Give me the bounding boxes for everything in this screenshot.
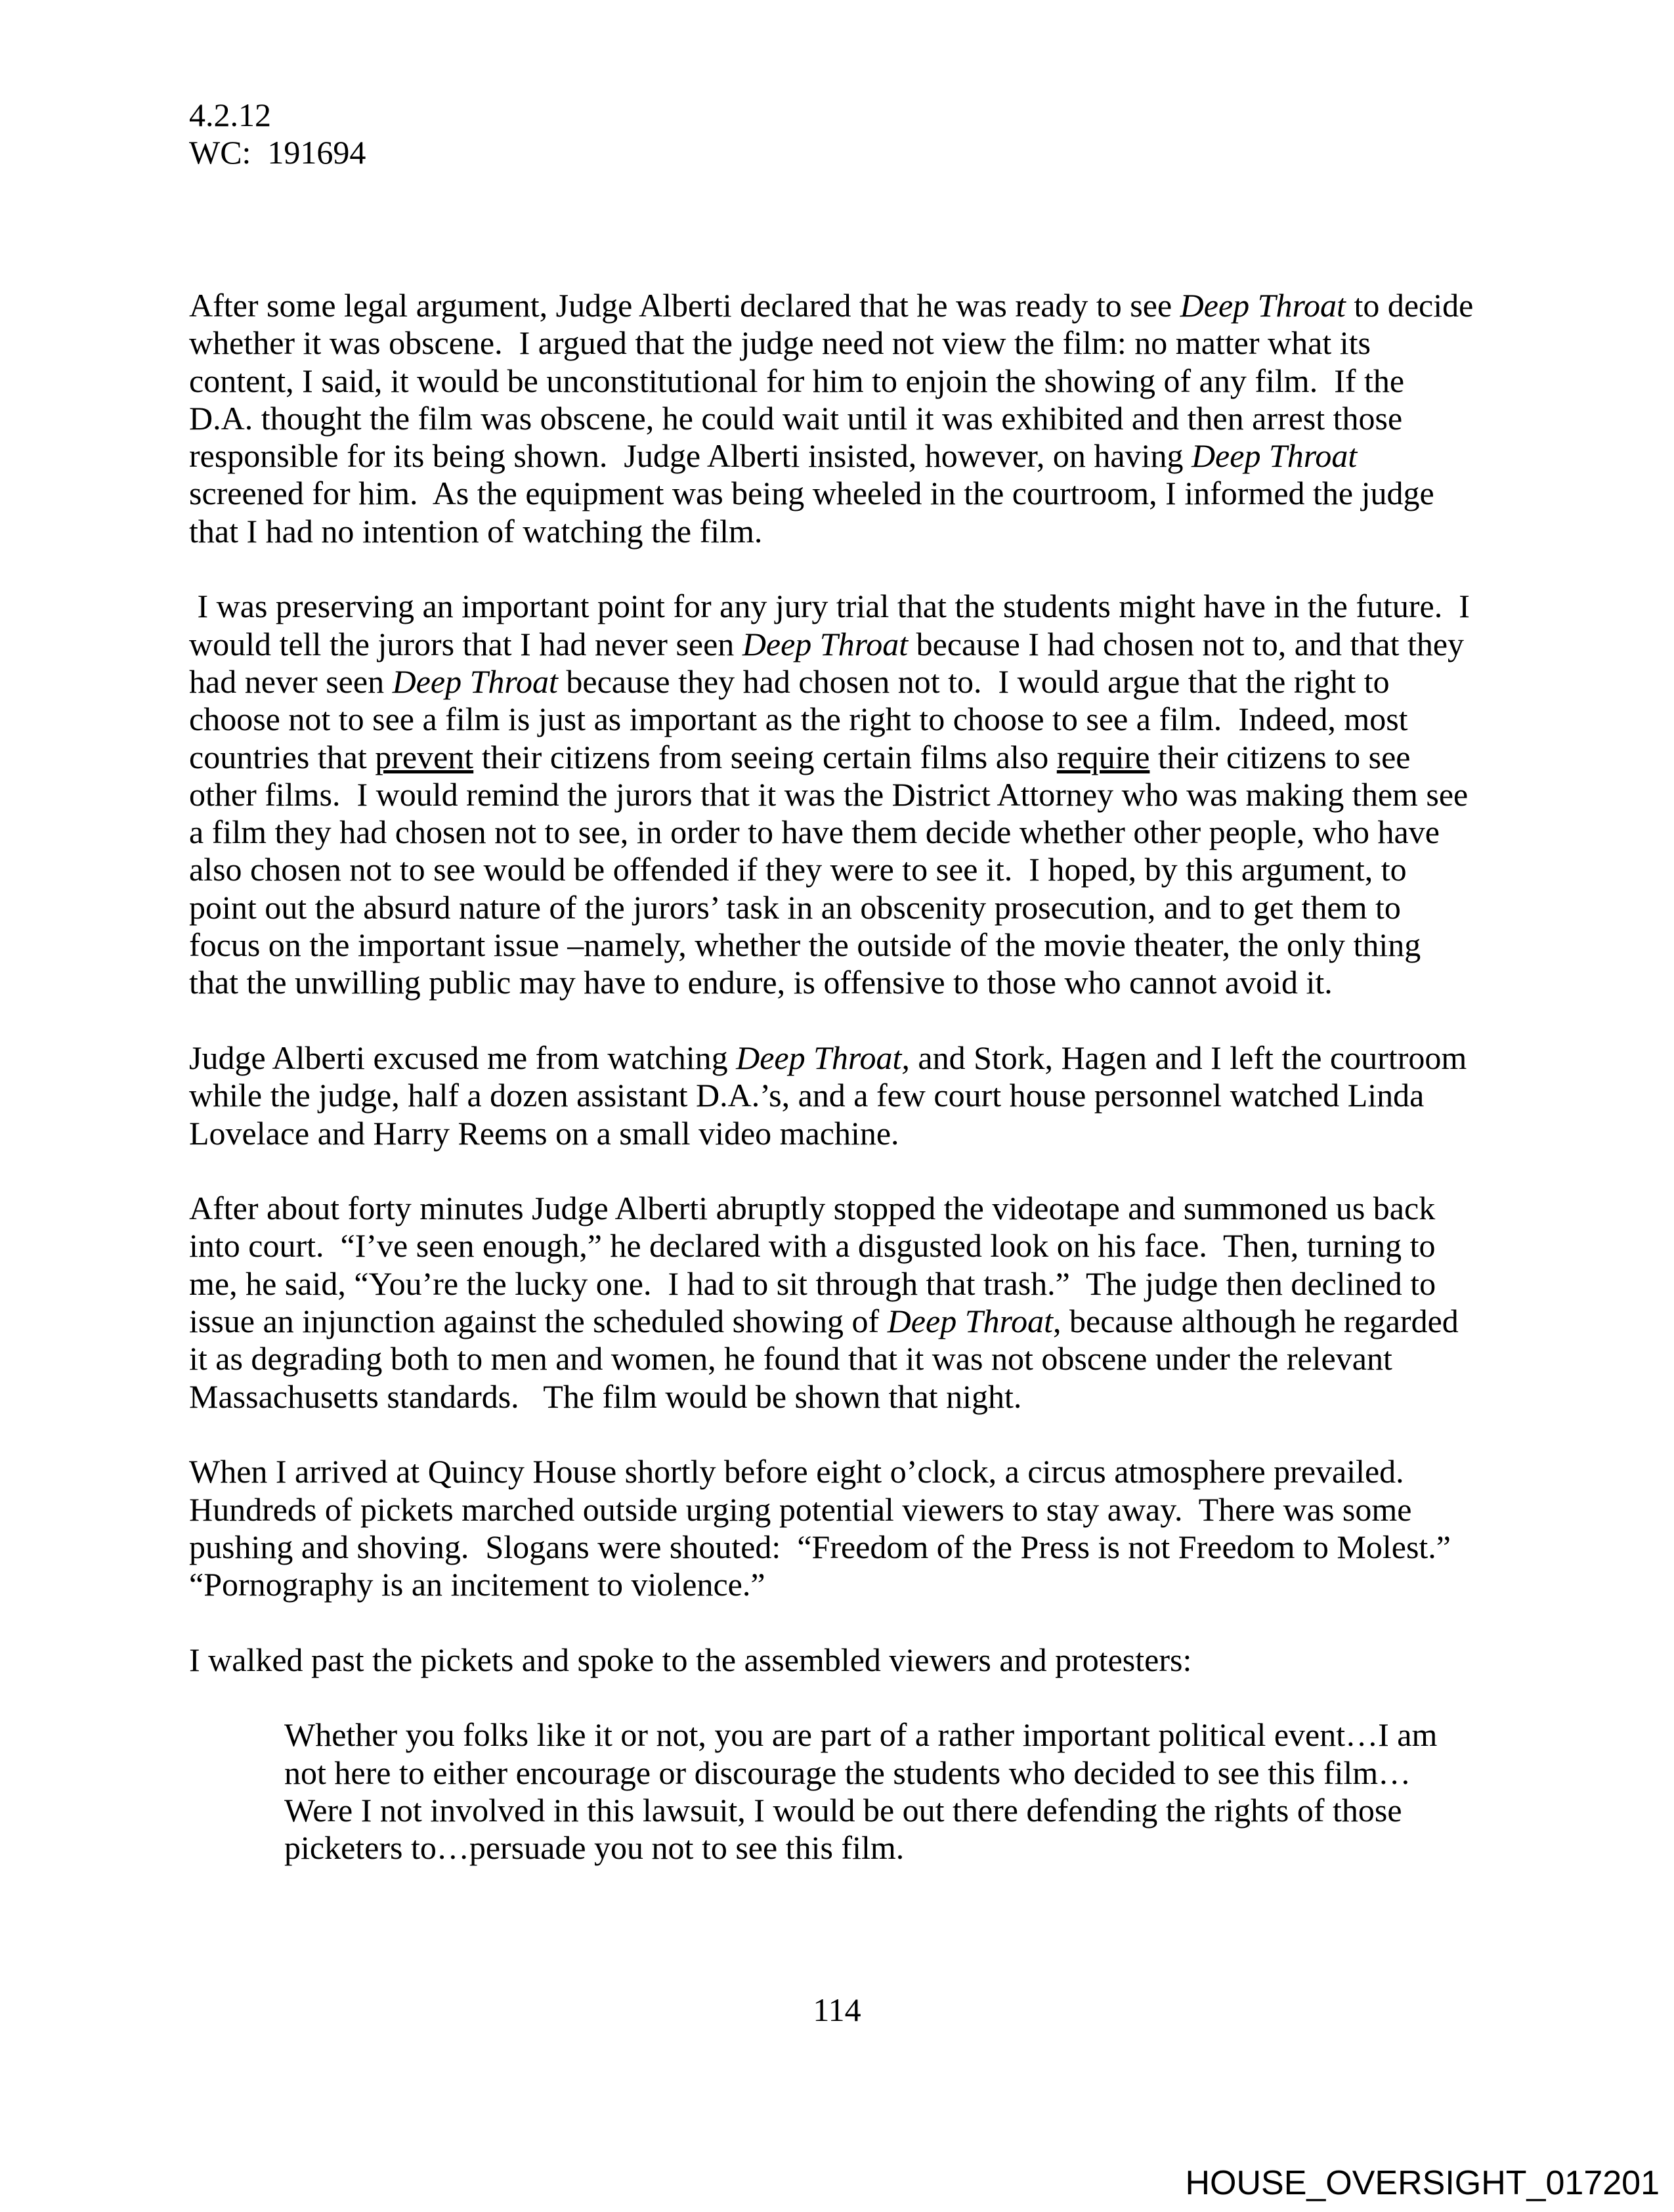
paragraph: [189, 1641, 1474, 1679]
text-run: I was preserving an important point for any jury trial that the students might have in the future. I would tell the jurors that I had never seen: [189, 588, 1470, 662]
text-run: because I had chosen not to, and that they had never seen: [189, 625, 1465, 700]
text-run: After about forty minutes Judge Alberti abruptly stopped the videotape and summoned us back into court. “I’ve seen enough,” he declared with a disgusted look on his face. Then, turning to me, he said, “You’re the lucky one. I had to sit through that trash.” The judge then declined to issue an injunction against the scheduled showing of: [189, 1190, 1436, 1340]
paragraph: [189, 1190, 1474, 1416]
italic-text: Deep Throat: [392, 662, 558, 700]
text-run: their citizens to see other films. I would remind the jurors that it was the District Attorney who was making them see a film they had chosen not to see, in order to have them decide whether other people, who have also chosen not to see would be offended if they were to see it. I hoped, by this argument, to point out the absurd nature of the jurors’ task in an obscenity prosecution, and to get them to focus on the important issue –namely, whether the outside of the movie theater, the only thing that the unwilling public may have to endure, is offensive to those who cannot avoid it.: [189, 738, 1469, 1001]
italic-text: Deep Throat,: [736, 1039, 910, 1076]
underlined-text: prevent: [375, 738, 474, 775]
underlined-text: require: [1056, 738, 1150, 775]
text-run: Whether you folks like it or not, you are part of a rather important political event…I am not here to either encourage or discourage the students who decided to see this film…Were I not involved in this lawsuit, I would be out there defending the rights of those picketers to…persuade you not to see this film.: [284, 1716, 1438, 1867]
text-run: When I arrived at Quincy House shortly before eight o’clock, a circus atmosphere prevailed. Hundreds of pickets marched outside urging potential viewers to stay away. There was some pushing and shoving. Slogans were shouted: “Freedom of the Press is not Freedom to Molest.” “Pornography is an incitement to violence.”: [189, 1453, 1459, 1603]
text-run: , because although he regarded it as degrading both to men and women, he found that it was not obscene under the relevant Massachusetts standards. The film would be shown that night.: [189, 1303, 1459, 1415]
header-date: 4.2.12: [189, 97, 271, 133]
italic-text: Deep Throat: [1191, 437, 1358, 475]
text-run: their citizens from seeing certain films also: [473, 738, 1057, 775]
paragraph: [189, 1039, 1474, 1152]
paragraph: [189, 1453, 1474, 1603]
paragraph: [189, 287, 1474, 550]
text-run: After some legal argument, Judge Alberti declared that he was ready to see: [189, 287, 1180, 324]
document-body: [189, 287, 1474, 1905]
italic-text: Deep Throat: [887, 1303, 1053, 1340]
italic-text: Deep Throat: [1180, 287, 1346, 324]
paragraph: [189, 588, 1474, 1001]
text-run: I walked past the pickets and spoke to the assembled viewers and protesters:: [189, 1641, 1192, 1678]
page-number: 114: [813, 1991, 861, 2028]
text-run: Judge Alberti excused me from watching: [189, 1039, 737, 1076]
block-quote: [284, 1716, 1474, 1867]
text-run: to decide whether it was obscene. I argued that the judge need not view the film: no matter what its content, I said, it would be unconstitutional for him to enjoin the showing of any film. If the D.A. thought the film was obscene, he could wait until it was exhibited and then arrest those responsible for its being shown. Judge Alberti insisted, however, on having: [189, 287, 1474, 475]
text-run: because they had chosen not to. I would argue that the right to choose not to see a film is just as important as the right to choose to see a film. Indeed, most countries that: [189, 662, 1408, 775]
text-run: and Stork, Hagen and I left the courtroom while the judge, half a dozen assistant D.A.’s, and a few court house personnel watched Linda Lovelace and Harry Reems on a small video machine.: [189, 1039, 1467, 1152]
italic-text: Deep Throat: [742, 625, 909, 662]
text-run: screened for him. As the equipment was being wheeled in the courtroom, I informed the judge that I had no intention of watching the film.: [189, 475, 1434, 550]
bates-number: HOUSE_OVERSIGHT_017201: [1185, 2164, 1660, 2202]
header-word-count: WC: 191694: [189, 134, 366, 171]
document-header: [189, 97, 366, 172]
